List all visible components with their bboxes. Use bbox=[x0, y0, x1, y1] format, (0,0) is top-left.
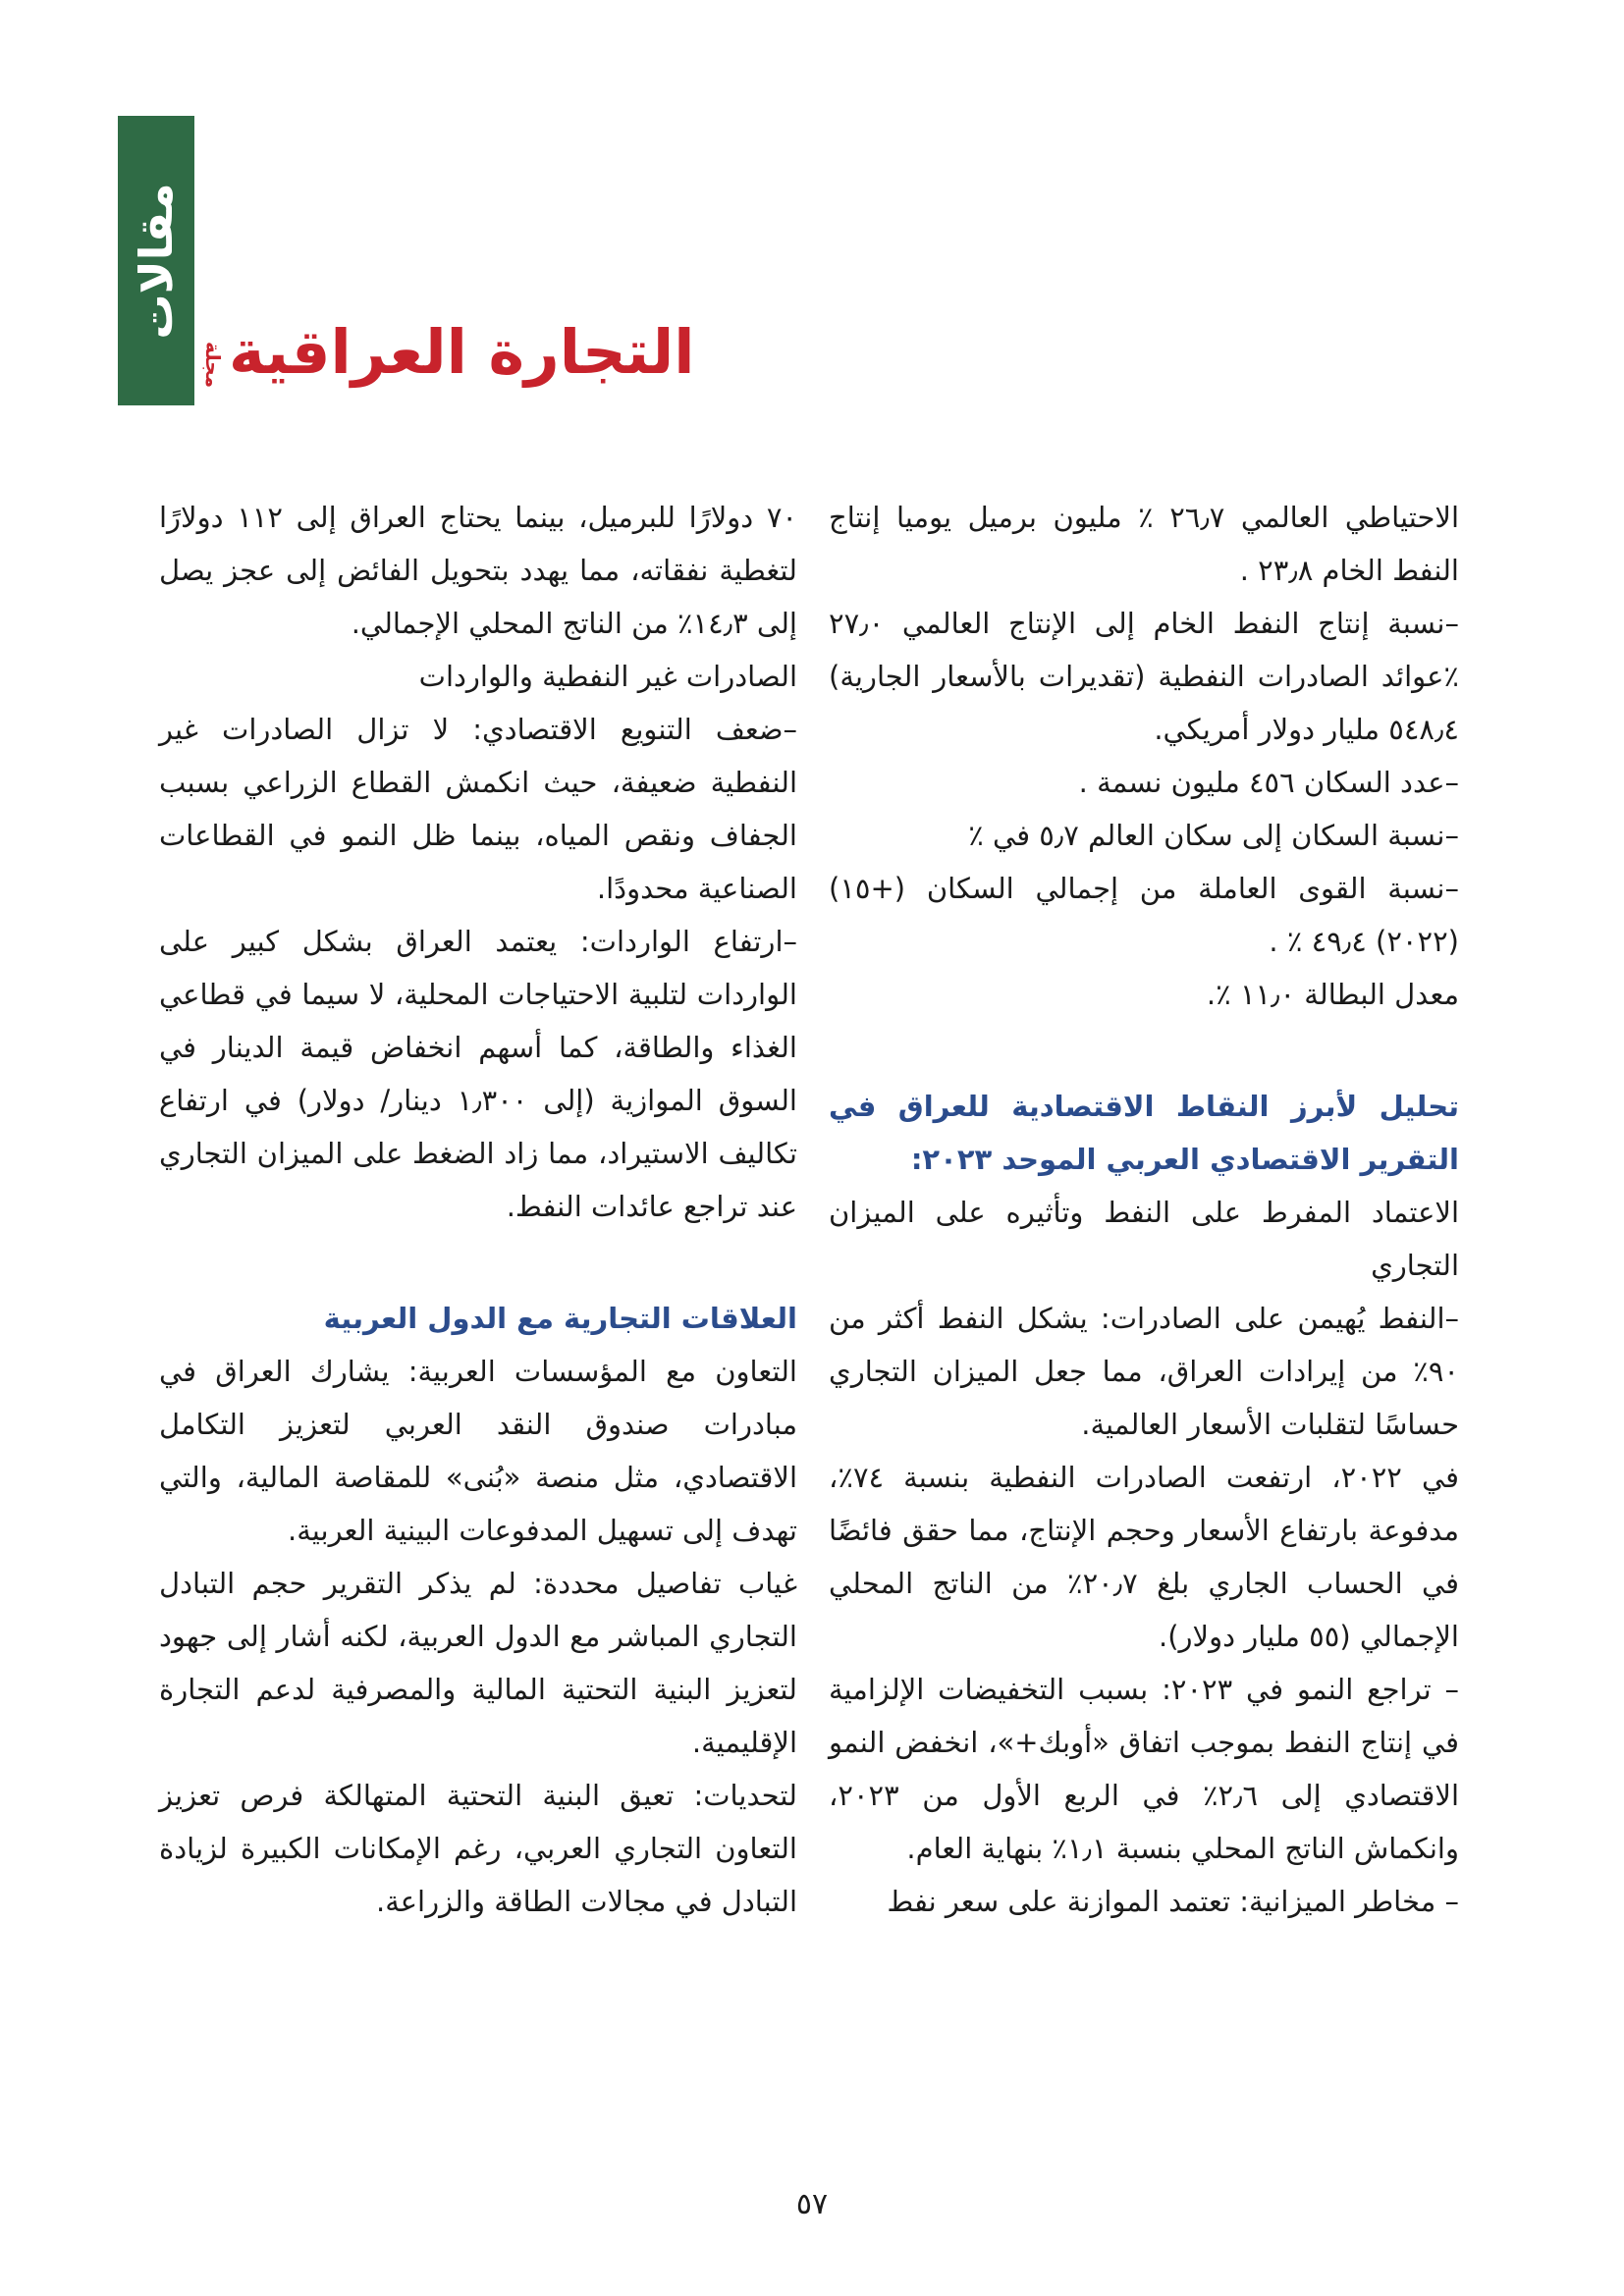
paragraph: التعاون مع المؤسسات العربية: يشارك العراق في مبادرات صندوق النقد العربي لتعزيز التكامل الاقتصادي، مثل منصة «بُنى» للمقاصة المالية، والتي تهدف إلى تسهيل المدفوعات البينية العربية. bbox=[159, 1355, 797, 1547]
section-heading: العلاقات التجارية مع الدول العربية bbox=[323, 1302, 797, 1335]
magazine-prefix: مجلة bbox=[201, 342, 225, 389]
paragraph: –عدد السكان ٤٥٦ مليون نسمة . bbox=[1078, 766, 1459, 799]
paragraph: معدل البطالة ١١٫٠ ٪. bbox=[1206, 978, 1459, 1011]
section-label: مقالات bbox=[130, 182, 183, 340]
paragraph: –النفط يُهيمن على الصادرات: يشكل النفط أكثر من ٩٠٪ من إيرادات العراق، مما جعل الميزان التجاري حساسًا لتقلبات الأسعار العالمية. bbox=[829, 1302, 1459, 1441]
paragraph: في ٢٠٢٢، ارتفعت الصادرات النفطية بنسبة ٧٤٪، مدفوعة بارتفاع الأسعار وحجم الإنتاج، مما حقق فائضًا في الحساب الجاري بلغ ٢٠٫٧٪ من الناتج المحلي الإجمالي (٥٥ مليار دولار). bbox=[829, 1461, 1459, 1653]
magazine-name: التجارة العراقية bbox=[229, 316, 695, 388]
paragraph: غياب تفاصيل محددة: لم يذكر التقرير حجم التبادل التجاري المباشر مع الدول العربية، لكنه أشار إلى جهود لتعزيز البنية التحتية المالية والمصرفية لدعم التجارة الإقليمية. bbox=[159, 1567, 797, 1759]
paragraph: – تراجع النمو في ٢٠٢٣: بسبب التخفيضات الإلزامية في إنتاج النفط بموجب اتفاق «أوبك+»، انخفض النمو الاقتصادي إلى ٢٫٦٪ في الربع الأول من ٢٠٢٣، وانكماش الناتج المحلي بنسبة ١٫١٪ بنهاية العام. bbox=[829, 1673, 1459, 1865]
paragraph: –ضعف التنويع الاقتصادي: لا تزال الصادرات غير النفطية ضعيفة، حيث انكمش القطاع الزراعي بسبب الجفاف ونقص المياه، بينما ظل النمو في القطاعات الصناعية محدودًا. bbox=[159, 713, 797, 905]
paragraph: الاحتياطي العالمي ٢٦٫٧ ٪ مليون برميل يوميا إنتاج النفط الخام ٢٣٫٨ . bbox=[829, 501, 1459, 587]
paragraph: –نسبة السكان إلى سكان العالم ٥٫٧ في ٪ bbox=[968, 819, 1459, 852]
paragraph: –نسبة القوى العاملة من إجمالي السكان (+١٥) (٢٠٢٢) ٤٩٫٤ ٪ . bbox=[829, 872, 1459, 958]
subheading: الصادرات غير النفطية والواردات bbox=[418, 660, 797, 693]
paragraph: –ارتفاع الواردات: يعتمد العراق بشكل كبير على الواردات لتلبية الاحتياجات المحلية، لا سيما في قطاعي الغذاء والطاقة، كما أسهم انخفاض قيمة الدينار في السوق الموازية (إلى ١٫٣٠٠ دينار/ دولار) في ارتفاع تكاليف الاستيراد، مما زاد الضغط على الميزان التجاري عند تراجع عائدات النفط. bbox=[159, 925, 797, 1223]
paragraph: ٧٠ دولارًا للبرميل، بينما يحتاج العراق إلى ١١٢ دولارًا لتغطية نفقاته، مما يهدد بتحويل الفائض إلى عجز يصل إلى ١٤٫٣٪ من الناتج المحلي الإجمالي. bbox=[159, 501, 797, 640]
magazine-title bbox=[201, 312, 695, 410]
section-heading: تحليل لأبرز النقاط الاقتصادية للعراق في التقرير الاقتصادي العربي الموحد ٢٠٢٣: bbox=[829, 1090, 1459, 1176]
section-tab bbox=[118, 116, 194, 405]
page-number: ٥٧ bbox=[795, 2187, 829, 2221]
left-column bbox=[159, 491, 797, 1928]
paragraph: لتحديات: تعيق البنية التحتية المتهالكة فرص تعزيز التعاون التجاري العربي، رغم الإمكانات الكبيرة لزيادة التبادل في مجالات الطاقة والزراعة. bbox=[159, 1779, 797, 1918]
paragraph: – مخاطر الميزانية: تعتمد الموازنة على سعر نفط bbox=[887, 1885, 1459, 1918]
subheading: الاعتماد المفرط على النفط وتأثيره على الميزان التجاري bbox=[829, 1196, 1459, 1282]
paragraph: –نسبة إنتاج النفط الخام إلى الإنتاج العالمي ٢٧٫٠ ٪عوائد الصادرات النفطية (تقديرات بالأسعار الجارية) ٥٤٨٫٤ مليار دولار أمريكي. bbox=[829, 607, 1459, 746]
right-column bbox=[829, 491, 1459, 1928]
